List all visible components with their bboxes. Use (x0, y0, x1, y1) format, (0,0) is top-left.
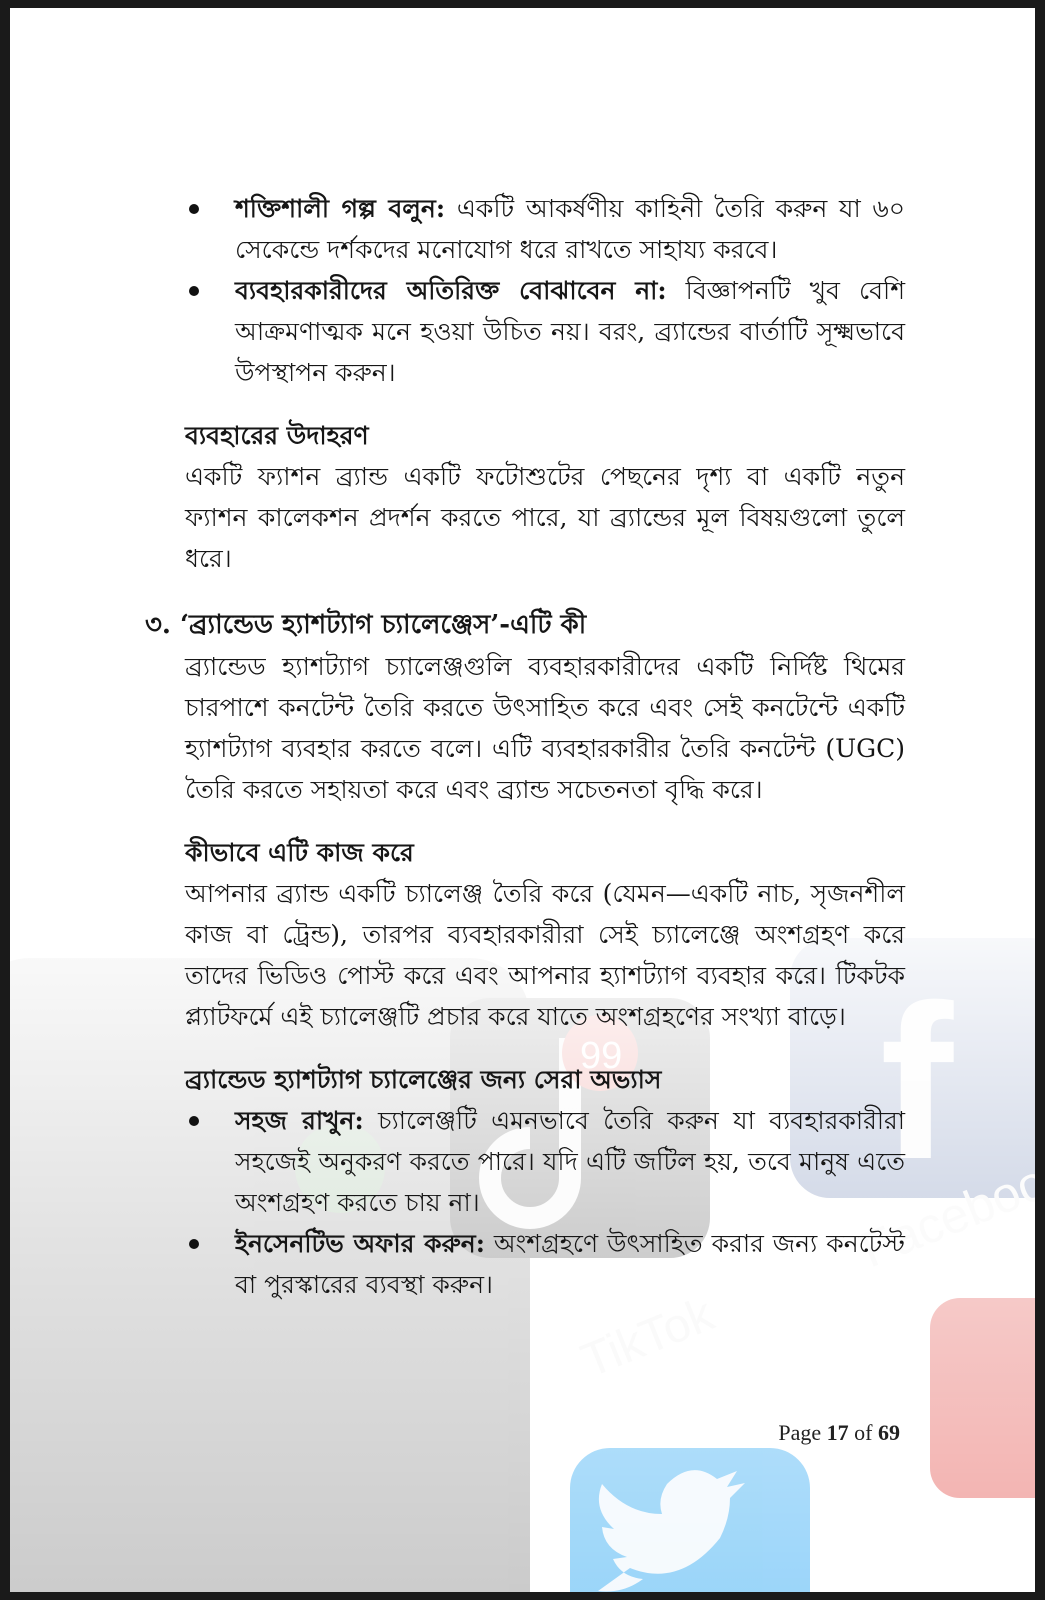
list-item (185, 1223, 905, 1305)
bullet-text: বিজ্ঞাপনটি খুব বেশি আক্রমণাত্মক মনে হওয়া উচিত নয়। বরং, ব্র্যান্ডের বার্তাটি সূক্ষ্মভাবে উপস্থাপন করুন। (235, 276, 905, 387)
bullet-text: চ্যালেঞ্জটি এমনভাবে তৈরি করুন যা ব্যবহারকারীরা সহজেই অনুকরণ করতে পারে। যদি এটি জটিল হয়, তবে মানুষ এতে অংশগ্রহণ করতে চায় না। (235, 1106, 906, 1217)
page-number (740, 1420, 900, 1446)
list-item (185, 188, 905, 270)
bullet-title: ইনসেনটিভ অফার করুন: (235, 1229, 485, 1258)
bullet-icon (189, 204, 199, 214)
example-paragraph: একটি ফ্যাশন ব্র্যান্ড একটি ফটোশুটের পেছনের দৃশ্য বা একটি নতুন ফ্যাশন কালেকশন প্রদর্শন করতে পারে, যা ব্র্যান্ডের মূল বিষয়গুলো তুলে ধরে। (185, 462, 905, 573)
document-page (10, 8, 1035, 1592)
total-pages: 69 (878, 1420, 900, 1445)
current-page: 17 (826, 1420, 849, 1445)
tips-list (185, 188, 905, 393)
how-it-works-paragraph: আপনার ব্র্যান্ড একটি চ্যালেঞ্জ তৈরি করে (যেমন—একটি নাচ, সৃজনশীল কাজ বা ট্রেন্ড), তারপর ব্যবহারকারীরা সেই চ্যালেঞ্জে অংশগ্রহণ করে তাদের ভিডিও পোস্ট করে এবং আপনার হ্যাশট্যাগ ব্যবহার করে। টিকটক প্ল্যাটফর্মে এই চ্যালেঞ্জটি প্রচার করে যাতে অংশগ্রহণের সংখ্যা বাড়ে। (185, 879, 905, 1031)
best-practices-list (185, 1100, 905, 1305)
bullet-text: একটি আকর্ষণীয় কাহিনী তৈরি করুন যা ৬০ সেকেন্ডে দর্শকদের মনোযোগ ধরে রাখতে সাহায্য করবে। (235, 194, 905, 264)
how-it-works-heading: কীভাবে এটি কাজ করে (185, 838, 414, 867)
bullet-text: অংশগ্রহণে উৎসাহিত করার জন্য কনটেস্ট বা পুরস্কারের ব্যবস্থা করুন। (235, 1229, 905, 1299)
bullet-icon (189, 286, 199, 296)
list-item (185, 270, 905, 393)
page-of: of (854, 1420, 873, 1445)
bullet-icon (189, 1239, 199, 1249)
section-paragraph: ব্র্যান্ডেড হ্যাশট্যাগ চ্যালেঞ্জগুলি ব্যবহারকারীদের একটি নির্দিষ্ট থিমের চারপাশে কনটেন্ট তৈরি করতে উৎসাহিত করে এবং সেই কনটেন্টে একটি হ্যাশট্যাগ ব্যবহার করতে বলে। এটি ব্যবহারকারীর তৈরি কনটেন্ট (UGC) তৈরি করতে সহায়তা করে এবং ব্র্যান্ড সচেতনতা বৃদ্ধি করে। (185, 652, 905, 804)
bullet-icon (189, 1116, 199, 1126)
best-practices-heading: ব্র্যান্ডেড হ্যাশট্যাগ চ্যালেঞ্জের জন্য সেরা অভ্যাস (185, 1065, 662, 1094)
page-prefix: Page (778, 1420, 822, 1445)
bullet-title: ব্যবহারকারীদের অতিরিক্ত বোঝাবেন না: (235, 276, 667, 305)
example-heading: ব্যবহারের উদাহরণ (185, 421, 369, 450)
bullet-title: সহজ রাখুন: (235, 1106, 364, 1135)
section-heading: ৩. ‘ব্র্যান্ডেড হ্যাশট্যাগ চ্যালেঞ্জেস’-এটি কী (145, 610, 587, 640)
page-content (145, 188, 906, 1305)
list-item (185, 1100, 905, 1223)
bullet-title: শক্তিশালী গল্প বলুন: (235, 194, 446, 223)
